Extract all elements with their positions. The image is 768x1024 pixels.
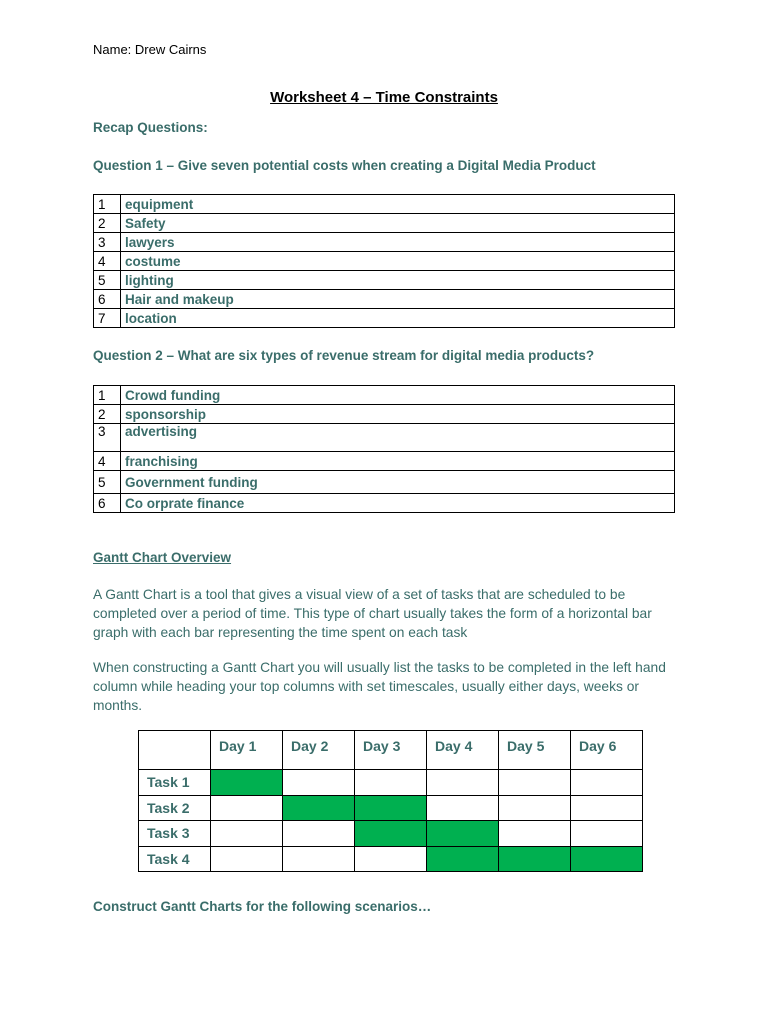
answer-cell: lawyers (121, 233, 675, 252)
gantt-cell (283, 821, 355, 847)
gantt-bar-cell (211, 770, 283, 796)
row-number: 1 (94, 386, 121, 405)
gantt-bar-cell (355, 821, 427, 847)
gantt-bar-cell (283, 795, 355, 821)
table-row (94, 290, 675, 309)
table-row (94, 452, 675, 471)
example-gantt-chart (138, 730, 643, 872)
row-number: 2 (94, 214, 121, 233)
table-row (94, 252, 675, 271)
gantt-task-label: Task 3 (139, 821, 211, 847)
gantt-cell (211, 795, 283, 821)
answer-cell: lighting (121, 271, 675, 290)
row-number: 7 (94, 309, 121, 328)
construct-instruction: Construct Gantt Charts for the following scenarios… (93, 899, 432, 914)
table-row (94, 386, 675, 405)
gantt-task-row (139, 770, 643, 796)
answer-cell: Co orprate finance (121, 494, 675, 513)
answer-cell: Safety (121, 214, 675, 233)
gantt-cell (427, 770, 499, 796)
table-row (94, 195, 675, 214)
gantt-cell (355, 846, 427, 872)
answer-cell: Crowd funding (121, 386, 675, 405)
gantt-header-row (139, 731, 643, 770)
table-row (94, 405, 675, 424)
answer-cell: location (121, 309, 675, 328)
student-name: Name: Drew Cairns (93, 42, 207, 57)
gantt-cell (427, 795, 499, 821)
gantt-cell (499, 795, 571, 821)
gantt-cell (499, 821, 571, 847)
answer-cell: equipment (121, 195, 675, 214)
gantt-task-label: Task 1 (139, 770, 211, 796)
gantt-cell (211, 846, 283, 872)
row-number: 6 (94, 494, 121, 513)
gantt-task-row (139, 795, 643, 821)
gantt-task-row (139, 821, 643, 847)
gantt-day-header: Day 5 (499, 731, 571, 770)
recap-heading: Recap Questions: (93, 120, 208, 135)
gantt-cell (571, 795, 643, 821)
question-1-answer-table (93, 194, 675, 328)
gantt-bar-cell (427, 846, 499, 872)
table-row (94, 424, 675, 452)
gantt-cell (571, 821, 643, 847)
answer-cell: Hair and makeup (121, 290, 675, 309)
row-number: 2 (94, 405, 121, 424)
gantt-day-header: Day 1 (211, 731, 283, 770)
gantt-bar-cell (355, 795, 427, 821)
row-number: 6 (94, 290, 121, 309)
answer-cell: advertising (121, 424, 675, 452)
gantt-day-header: Day 3 (355, 731, 427, 770)
gantt-cell (211, 821, 283, 847)
gantt-task-label: Task 2 (139, 795, 211, 821)
row-number: 5 (94, 271, 121, 290)
gantt-task-row (139, 846, 643, 872)
gantt-bar-cell (427, 821, 499, 847)
gantt-cell (283, 846, 355, 872)
table-row (94, 233, 675, 252)
table-row (94, 309, 675, 328)
row-number: 4 (94, 252, 121, 271)
answer-cell: Government funding (121, 471, 675, 494)
gantt-bar-cell (499, 846, 571, 872)
gantt-day-header: Day 2 (283, 731, 355, 770)
gantt-task-label: Task 4 (139, 846, 211, 872)
gantt-bar-cell (571, 846, 643, 872)
question-2-answer-table (93, 385, 675, 513)
table-row (94, 214, 675, 233)
gantt-cell (355, 770, 427, 796)
row-number: 4 (94, 452, 121, 471)
worksheet-title: Worksheet 4 – Time Constraints (270, 89, 498, 106)
row-number: 5 (94, 471, 121, 494)
gantt-overview-paragraph-1: A Gantt Chart is a tool that gives a visual view of a set of tasks that are scheduled to be completed over a period of time. This type of chart usually takes the form of a horizontal bar graph with each bar representing the time spent on each task (93, 587, 652, 640)
gantt-cell (499, 770, 571, 796)
table-row (94, 471, 675, 494)
gantt-cell (571, 770, 643, 796)
question-1-prompt: Question 1 – Give seven potential costs when creating a Digital Media Product (93, 158, 596, 173)
gantt-overview-paragraph-2: When constructing a Gantt Chart you will usually list the tasks to be completed in the left hand column while heading your top columns with set timescales, usually either days, weeks or months. (93, 660, 666, 713)
answer-cell: franchising (121, 452, 675, 471)
row-number: 3 (94, 233, 121, 252)
gantt-day-header: Day 6 (571, 731, 643, 770)
gantt-overview-heading: Gantt Chart Overview (93, 550, 232, 565)
gantt-day-header: Day 4 (427, 731, 499, 770)
answer-cell: costume (121, 252, 675, 271)
gantt-cell (283, 770, 355, 796)
answer-cell: sponsorship (121, 405, 675, 424)
row-number: 3 (94, 424, 121, 452)
row-number: 1 (94, 195, 121, 214)
table-row (94, 494, 675, 513)
gantt-corner-cell (139, 731, 211, 770)
table-row (94, 271, 675, 290)
question-2-prompt: Question 2 – What are six types of revenue stream for digital media products? (93, 348, 595, 363)
